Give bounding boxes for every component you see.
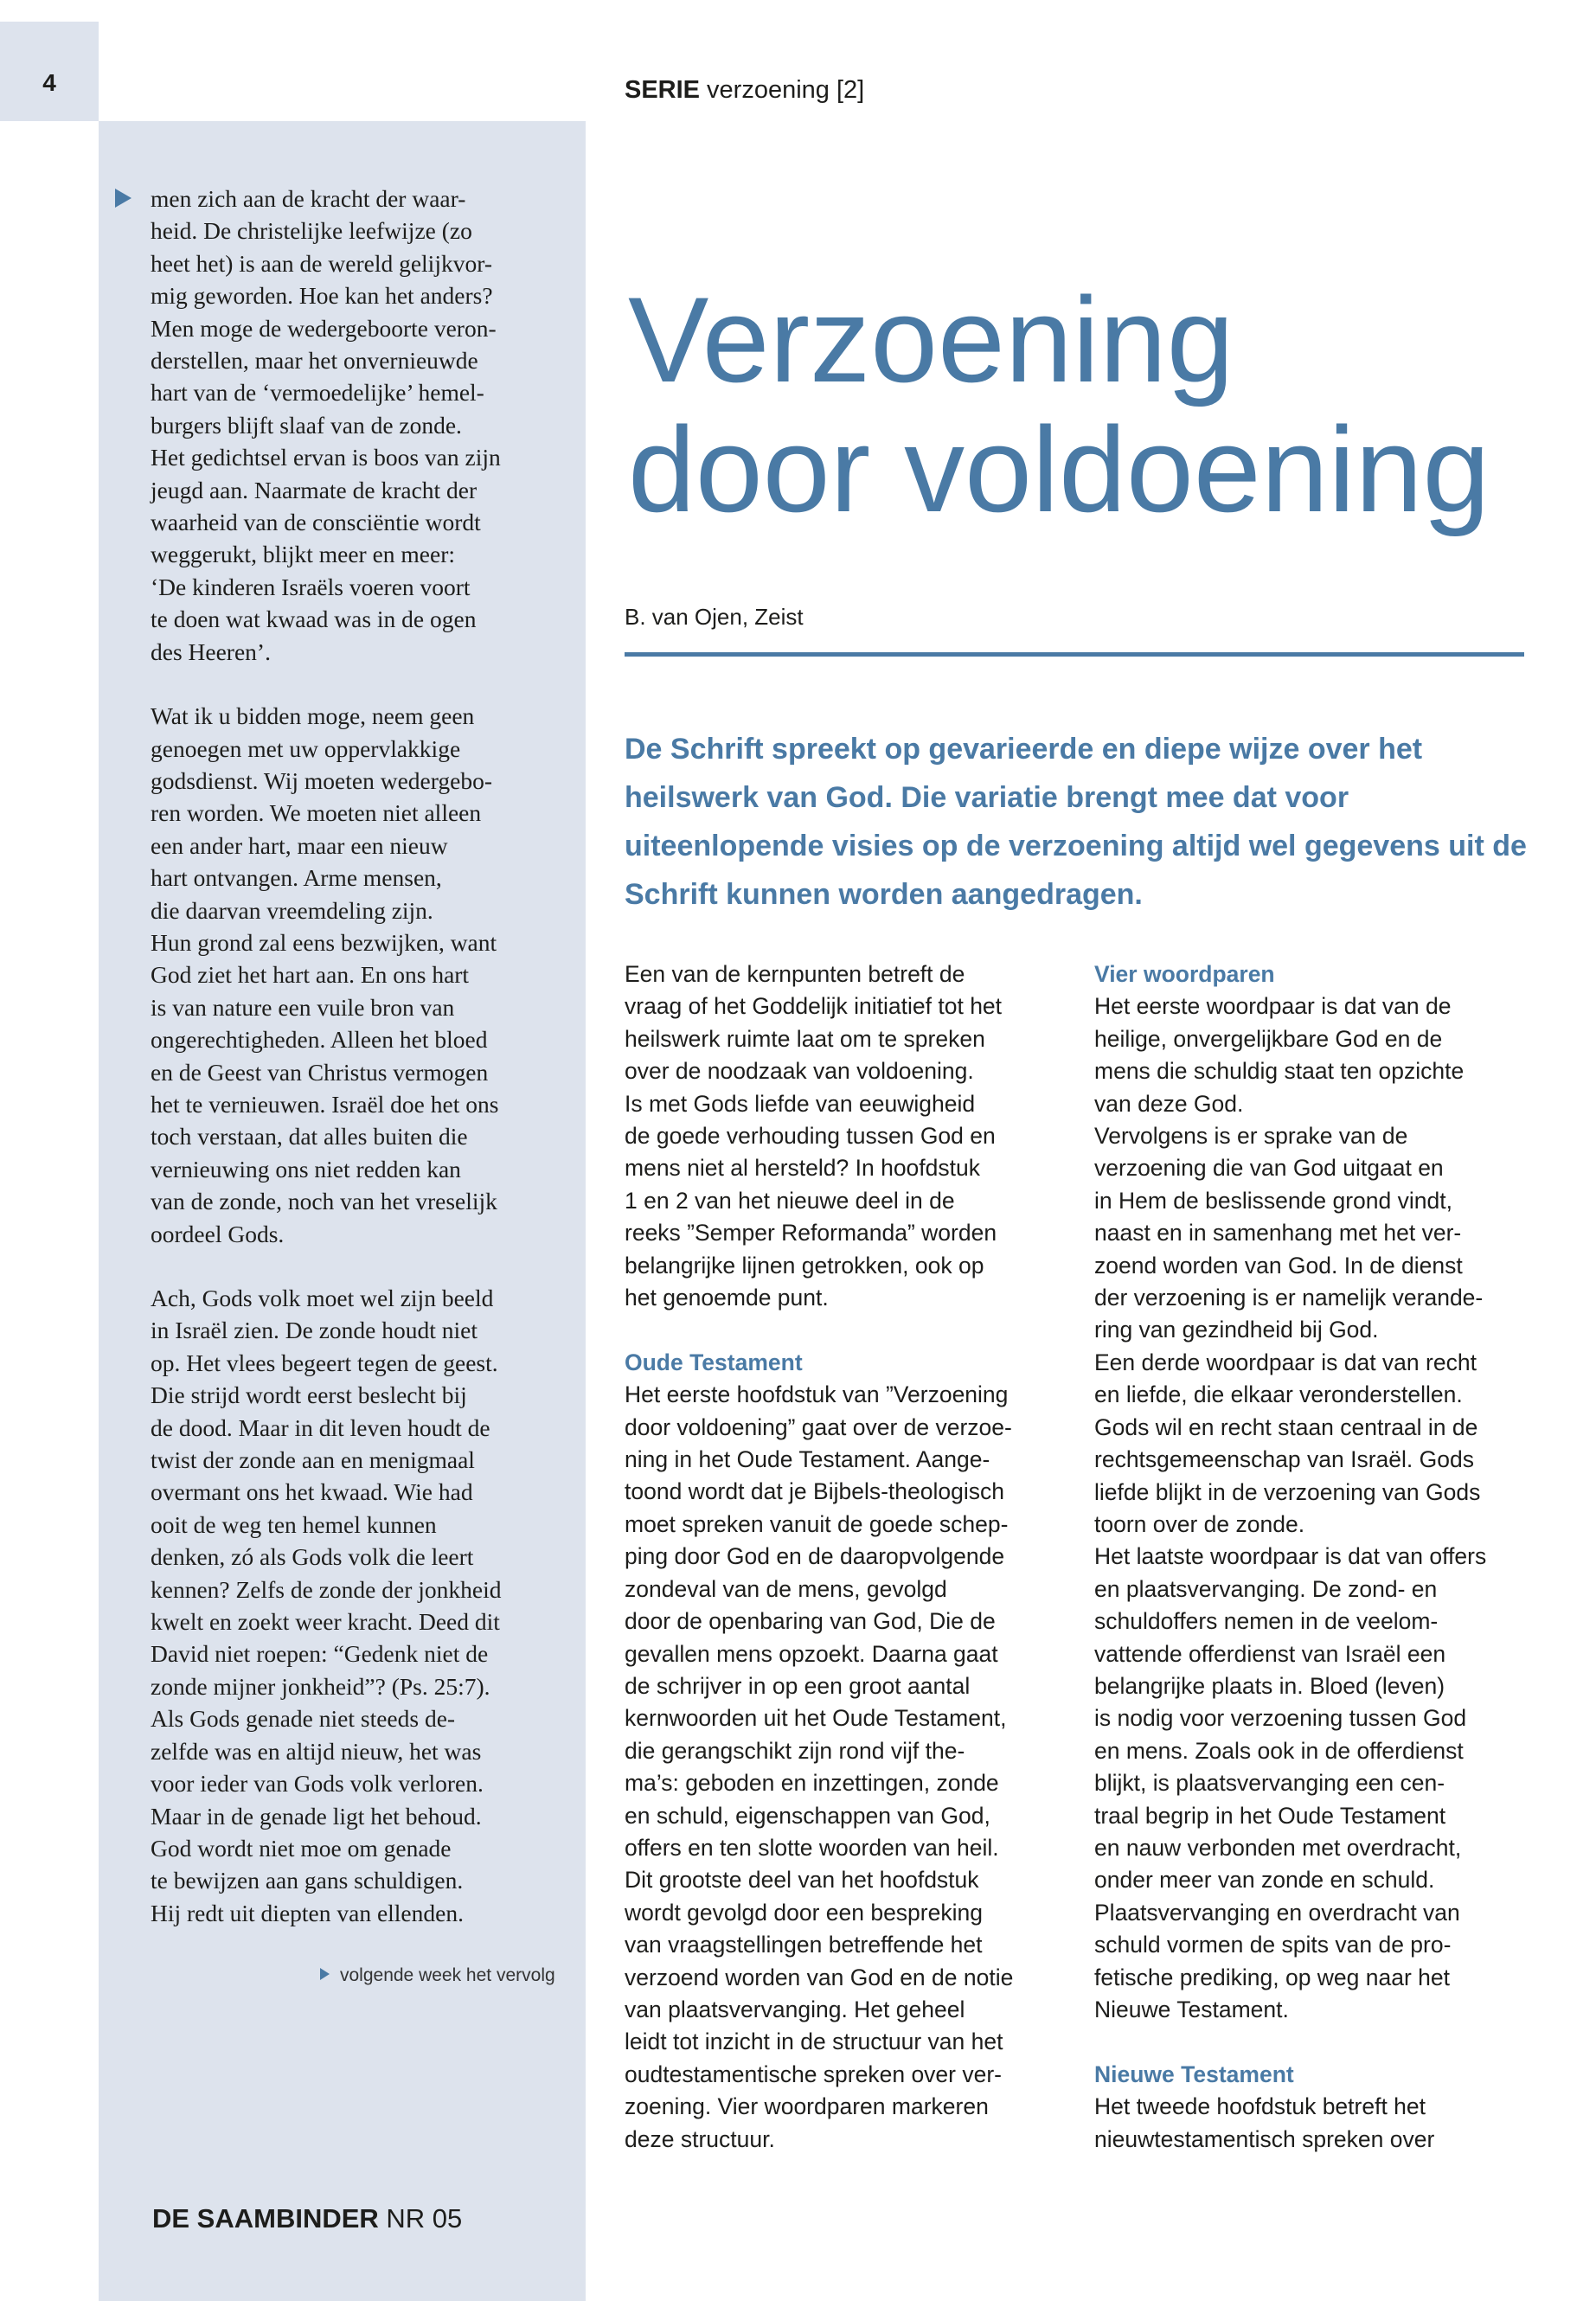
sidebar-paragraph: Wat ik u bidden moge, neem geen genoegen met uw oppervlakkige godsdienst. Wij moeten wedergebo- ren worden. We moeten niet alleen een ander hart, maar een nieuw hart ontvangen. Arme mensen, die daarvan vreemdeling zijn. Hun grond zal eens bezwijken, want God ziet het hart aan. En ons hart is van nature een vuile bron van ongerechtigheden. Alleen het bloed en de Geest van Christus vermogen het te vernieuwen. Israël doe het ons toch verstaan, dat alles buiten die vernieuwing ons niet redden kan van de zonde, noch van het vreselijk oordeel Gods.	[151, 702, 499, 1247]
author-byline: B. van Ojen, Zeist	[625, 604, 804, 630]
publication-name: DE SAAMBINDER	[152, 2203, 379, 2234]
series-title: verzoening [2]	[707, 76, 865, 104]
sidebar-text	[151, 183, 574, 1961]
title-divider	[625, 652, 1524, 657]
article-column-2	[1094, 958, 1544, 2156]
article-title	[628, 272, 1490, 537]
article-column-1	[625, 958, 1074, 2156]
sidebar-paragraph: Ach, Gods volk moet wel zijn beeld in Israël zien. De zonde houdt niet op. Het vlees begeert tegen de geest. Die strijd wordt eerst beslecht bij de dood. Maar in dit leven houdt de twist der zonde aan en menigmaal overmant ons het kwaad. Wie had ooit de weg ten hemel kunnen denken, zó als Gods volk die leert kennen? Zelfs de zonde der jonkheid kwelt en zoekt weer kracht. Deed dit David niet roepen: “Gedenk niet de zonde mijner jonkheid”? (Ps. 25:7). Als Gods genade niet steeds de- zelfde was en altijd nieuw, het was voor ieder van Gods volk verloren. Maar in de genade ligt het behoud. God wordt niet moe om genade te bewijzen aan gans schuldigen. Hij redt uit diepten van ellenden.	[151, 1285, 502, 1926]
subheading: Vier woordparen	[1094, 961, 1275, 987]
issue-number: NR 05	[386, 2203, 463, 2234]
article-intro: De Schrift spreekt op gevarieerde en diepe wijze over het heilswerk van God. Die variatie brengt mee dat voor uiteenlopende visies op de verzoening altijd wel gegevens uit de Schrift kunnen worden aangedragen.	[625, 733, 1527, 911]
title-line-2: door voldoening	[628, 401, 1490, 537]
page-number: 4	[42, 69, 56, 96]
continued-note	[320, 1965, 555, 1986]
subheading: Nieuwe Testament	[1094, 2061, 1294, 2087]
continuation-arrow-icon	[115, 189, 131, 208]
body-paragraph: Een van de kernpunten betreft de vraag of het Goddelijk initiatief tot het heilswerk ruimte laat om te spreken over de noodzaak van voldoening. Is met Gods liefde van eeuwigheid de goede verhouding tussen God en mens niet al hersteld? In hoofdstuk 1 en 2 van het nieuwe deel in de reeks ”Semper Reformanda” worden belangrijke lijnen getrokken, ook op het genoemde punt.	[625, 961, 1003, 1311]
sidebar-paragraph: men zich aan de kracht der waar- heid. De christelijke leefwijze (zo heet het) is aan de wereld gelijkvor- mig geworden. Hoe kan het anders? Men moge de wedergeboorte veron- derstellen, maar het onvernieuwde hart van de ‘vermoedelijke’ hemel- burgers blijft slaaf van de zonde. Het gedichtsel ervan is boos van zijn jeugd aan. Naarmate de kracht der waarheid van de consciëntie wordt weggerukt, blijkt meer en meer: ‘De kinderen Israëls voeren voort te doen wat kwaad was in de ogen des Heeren’.	[151, 185, 501, 665]
body-paragraph: Het eerste woordpaar is dat van de heilige, onvergelijkbare God en de mens die schuldig staat ten opzichte van deze God. Vervolgens is er sprake van de verzoening die van God uitgaat en in Hem de beslissende grond vindt, naast en in samenhang met het ver- zoend worden van God. In de dienst der verzoening is er namelijk verande- ring van gezindheid bij God. Een derde woordpaar is dat van recht en liefde, die elkaar veronderstellen. Gods wil en recht staan centraal in de rechtsgemeenschap van Israël. Gods liefde blijkt in de verzoening van Gods toorn over de zonde. Het laatste woordpaar is dat van offers en plaatsvervanging. De zond- en schuldoffers nemen in de veelom- vattende offerdienst van Israël een belangrijke plaats in. Bloed (leven) is nodig voor verzoening tussen God en mens. Zoals ook in de offerdienst blijkt, is plaatsvervanging een cen- traal begrip in het Oude Testament en nauw verbonden met overdracht, onder meer van zonde en schuld. Plaatsvervanging en overdracht van schuld vormen de spits van de pro- fetische prediking, op weg naar het Nieuwe Testament.	[1094, 993, 1487, 2022]
body-paragraph: Het tweede hoofdstuk betreft het nieuwtestamentisch spreken over	[1094, 2093, 1435, 2152]
small-arrow-icon	[320, 1968, 330, 1980]
subheading: Oude Testament	[625, 1349, 803, 1375]
footer	[152, 2203, 462, 2234]
body-paragraph: Het eerste hoofdstuk van ”Verzoening door voldoening” gaat over de verzoe- ning in het Oude Testament. Aange- toond wordt dat je Bijbels-theologisch moet spreken vanuit de goede schep- ping door God en de daaropvolgende zondeval van de mens, gevolgd door de openbaring van God, Die de gevallen mens opzoekt. Daarna gaat de schrijver in op een groot aantal kernwoorden uit het Oude Testament, die gerangschikt zijn rond vijf the- ma’s: geboden en inzettingen, zonde en schuld, eigenschappen van God, offers en ten slotte woorden van heil. Dit grootste deel van het hoofdstuk wordt gevolgd door een bespreking van vraagstellingen betreffende het verzoend worden van God en de notie van plaatsvervanging. Het geheel leidt tot inzicht in de structuur van het oudtestamentische spreken over ver- zoening. Vier woordparen markeren deze structuur.	[625, 1381, 1014, 2152]
title-line-1: Verzoening	[628, 272, 1234, 407]
continued-note-text: volgende week het vervolg	[340, 1965, 555, 1985]
series-header	[625, 76, 864, 105]
series-label: SERIE	[625, 76, 701, 104]
